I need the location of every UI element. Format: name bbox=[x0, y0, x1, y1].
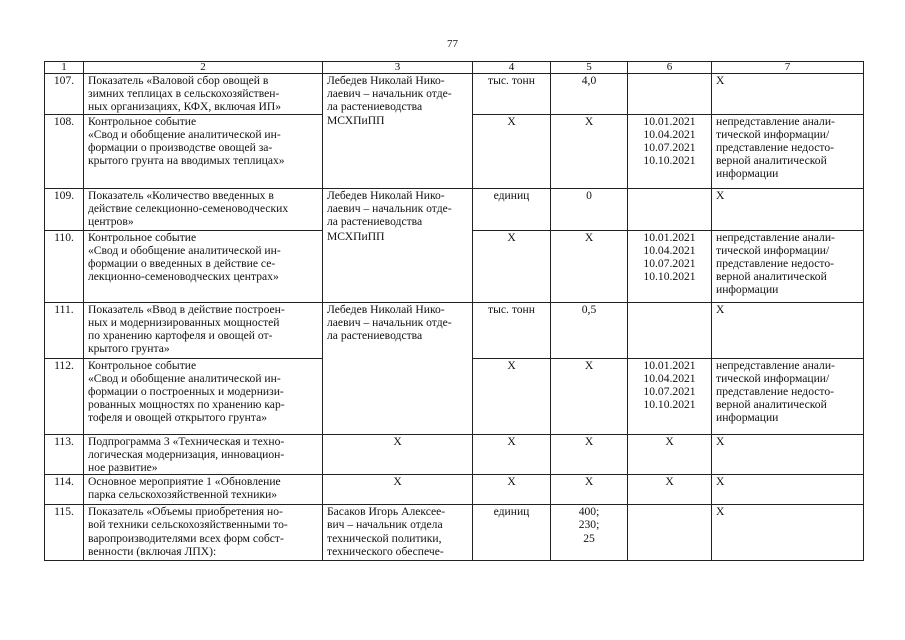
row-responsible: Лебедев Николай Нико- лаевич – начальник отде- ла растениеводства bbox=[323, 188, 473, 230]
row-name: Показатель «Объемы приобретения но- вой техники сельскохозяйственными то- варопроизводителями всех форм собст- венности (включая ЛПХ): bbox=[84, 505, 323, 561]
row-unit: тыс. тонн bbox=[473, 74, 551, 115]
row-dates: 10.01.2021 10.04.2021 10.07.2021 10.10.2021 bbox=[628, 114, 712, 188]
row-risk: Х bbox=[712, 434, 864, 475]
row-value: Х bbox=[551, 114, 628, 188]
row-responsible: Х bbox=[323, 434, 473, 475]
column-header: 6 bbox=[628, 62, 712, 74]
table-row bbox=[45, 188, 864, 230]
row-responsible: Х bbox=[323, 475, 473, 505]
row-unit: единиц bbox=[473, 505, 551, 561]
monitoring-table bbox=[44, 61, 864, 561]
column-header: 4 bbox=[473, 62, 551, 74]
row-number: 111. bbox=[45, 302, 84, 358]
row-value: 0 bbox=[551, 188, 628, 230]
row-number: 110. bbox=[45, 230, 84, 302]
row-name: Показатель «Ввод в действие построен- ных и модернизированных мощностей по хранению картофеля и овощей от- крытого грунта» bbox=[84, 302, 323, 358]
row-unit: Х bbox=[473, 358, 551, 434]
row-name: Контрольное событие «Свод и обобщение аналитической ин- формации о введенных в действие се- лекционно-семеноводческих центрах» bbox=[84, 230, 323, 302]
row-number: 108. bbox=[45, 114, 84, 188]
row-responsible: Лебедев Николай Нико- лаевич – начальник отде- ла растениеводства bbox=[323, 302, 473, 358]
row-number: 109. bbox=[45, 188, 84, 230]
row-unit: Х bbox=[473, 475, 551, 505]
table-row bbox=[45, 434, 864, 475]
row-responsible: Басаков Игорь Алексее- вич – начальник отдела технической политики, технического обеспече- bbox=[323, 505, 473, 561]
row-number: 107. bbox=[45, 74, 84, 115]
row-value: Х bbox=[551, 230, 628, 302]
row-responsible: МСХПиПП bbox=[323, 230, 473, 302]
row-unit: Х bbox=[473, 434, 551, 475]
table-row bbox=[45, 114, 864, 188]
table-row bbox=[45, 230, 864, 302]
row-name: Показатель «Валовой сбор овощей в зимних теплицах в сельскохозяйствен- ных организациях, КФХ, включая ИП» bbox=[84, 74, 323, 115]
row-unit: Х bbox=[473, 114, 551, 188]
row-dates: 10.01.2021 10.04.2021 10.07.2021 10.10.2021 bbox=[628, 230, 712, 302]
row-responsible bbox=[323, 358, 473, 434]
table-row bbox=[45, 475, 864, 505]
row-dates bbox=[628, 302, 712, 358]
row-risk: Х bbox=[712, 475, 864, 505]
column-header: 1 bbox=[45, 62, 84, 74]
column-header: 3 bbox=[323, 62, 473, 74]
row-value: Х bbox=[551, 358, 628, 434]
row-responsible: Лебедев Николай Нико- лаевич – начальник отде- ла растениеводства bbox=[323, 74, 473, 115]
row-number: 114. bbox=[45, 475, 84, 505]
row-dates: Х bbox=[628, 475, 712, 505]
row-name: Показатель «Количество введенных в действие селекционно-семеноводческих центров» bbox=[84, 188, 323, 230]
header-row bbox=[45, 62, 864, 74]
row-number: 112. bbox=[45, 358, 84, 434]
row-name: Контрольное событие «Свод и обобщение аналитической ин- формации о производстве овощей за- крытого грунта на вводимых теплицах» bbox=[84, 114, 323, 188]
row-number: 115. bbox=[45, 505, 84, 561]
row-value: Х bbox=[551, 475, 628, 505]
column-header: 2 bbox=[84, 62, 323, 74]
table-row bbox=[45, 505, 864, 561]
row-dates bbox=[628, 74, 712, 115]
row-risk: Х bbox=[712, 188, 864, 230]
row-dates: 10.01.2021 10.04.2021 10.07.2021 10.10.2021 bbox=[628, 358, 712, 434]
row-risk: Х bbox=[712, 505, 864, 561]
row-responsible: МСХПиПП bbox=[323, 114, 473, 188]
row-unit: тыс. тонн bbox=[473, 302, 551, 358]
column-header: 5 bbox=[551, 62, 628, 74]
row-risk: Х bbox=[712, 74, 864, 115]
row-unit: единиц bbox=[473, 188, 551, 230]
row-unit: Х bbox=[473, 230, 551, 302]
column-header: 7 bbox=[712, 62, 864, 74]
row-risk: непредставление анали- тической информации/ представление недосто- верной аналитической информации bbox=[712, 358, 864, 434]
row-number: 113. bbox=[45, 434, 84, 475]
row-value: 0,5 bbox=[551, 302, 628, 358]
table-row bbox=[45, 302, 864, 358]
row-dates bbox=[628, 188, 712, 230]
row-risk: непредставление анали- тической информации/ представление недосто- верной аналитической информации bbox=[712, 114, 864, 188]
row-name: Контрольное событие «Свод и обобщение аналитической ин- формации о построенных и модернизи- рованных мощностях по хранению кар- тофеля и овощей открытого грунта» bbox=[84, 358, 323, 434]
row-name: Основное мероприятие 1 «Обновление парка сельскохозяйственной техники» bbox=[84, 475, 323, 505]
page-number: 77 bbox=[447, 38, 458, 50]
row-dates: Х bbox=[628, 434, 712, 475]
row-dates bbox=[628, 505, 712, 561]
table-row bbox=[45, 74, 864, 115]
table-row bbox=[45, 358, 864, 434]
row-risk: Х bbox=[712, 302, 864, 358]
row-value: Х bbox=[551, 434, 628, 475]
row-value: 400; 230; 25 bbox=[551, 505, 628, 561]
row-name: Подпрограмма 3 «Техническая и техно- логическая модернизация, инновацион- ное развитие» bbox=[84, 434, 323, 475]
row-risk: непредставление анали- тической информации/ представление недосто- верной аналитической информации bbox=[712, 230, 864, 302]
row-value: 4,0 bbox=[551, 74, 628, 115]
